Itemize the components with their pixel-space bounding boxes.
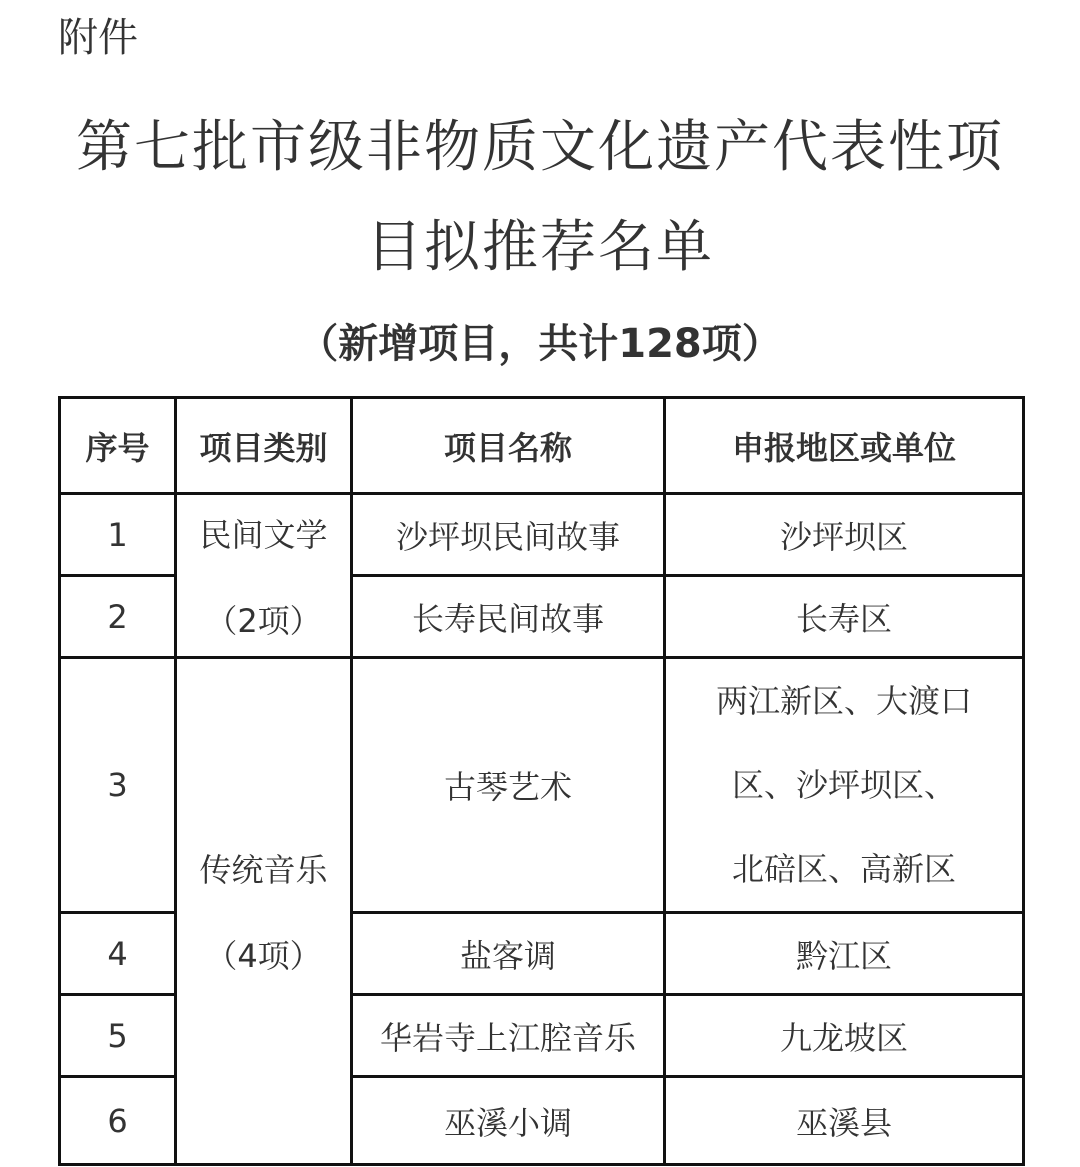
region-line: 区、沙坪坝区、 [731,766,956,804]
table-row [60,494,1024,576]
category-cell [176,658,352,1165]
category-count: （2项） [205,601,322,640]
region: 黔江区 [665,913,1024,995]
table-row [60,658,1024,913]
category-cell [176,494,352,658]
project-name: 长寿民间故事 [352,576,665,658]
region: 长寿区 [665,576,1024,658]
row-number: 1 [60,494,176,576]
region [665,658,1024,913]
row-number: 2 [60,576,176,658]
column-header-category: 项目类别 [176,398,352,494]
region: 巫溪县 [665,1077,1024,1165]
category-name: 传统音乐 [199,851,328,889]
region: 沙坪坝区 [665,494,1024,576]
title-line-1: 第七批市级非物质文化遗产代表性项 [76,115,1004,180]
table-header-row [60,398,1024,494]
row-number: 3 [60,658,176,913]
project-name: 古琴艺术 [352,658,665,913]
attachment-label: 附件 [58,15,138,61]
project-table [58,396,1025,1166]
project-name: 巫溪小调 [352,1077,665,1165]
row-number: 5 [60,995,176,1077]
row-number: 6 [60,1077,176,1165]
category-name: 民间文学 [199,515,328,554]
document-subtitle: （新增项目，共计128项） [298,321,782,367]
column-header-region: 申报地区或单位 [665,398,1024,494]
category-count: （4项） [205,937,322,975]
document-title [0,98,1080,298]
region-line: 两江新区、大渡口 [715,682,972,720]
title-line-2: 目拟推荐名单 [366,215,714,280]
project-name: 沙坪坝民间故事 [352,494,665,576]
row-number: 4 [60,913,176,995]
project-name: 华岩寺上江腔音乐 [352,995,665,1077]
project-name: 盐客调 [352,913,665,995]
region-line: 北碚区、高新区 [731,850,956,888]
region: 九龙坡区 [665,995,1024,1077]
column-header-number: 序号 [60,398,176,494]
column-header-project-name: 项目名称 [352,398,665,494]
